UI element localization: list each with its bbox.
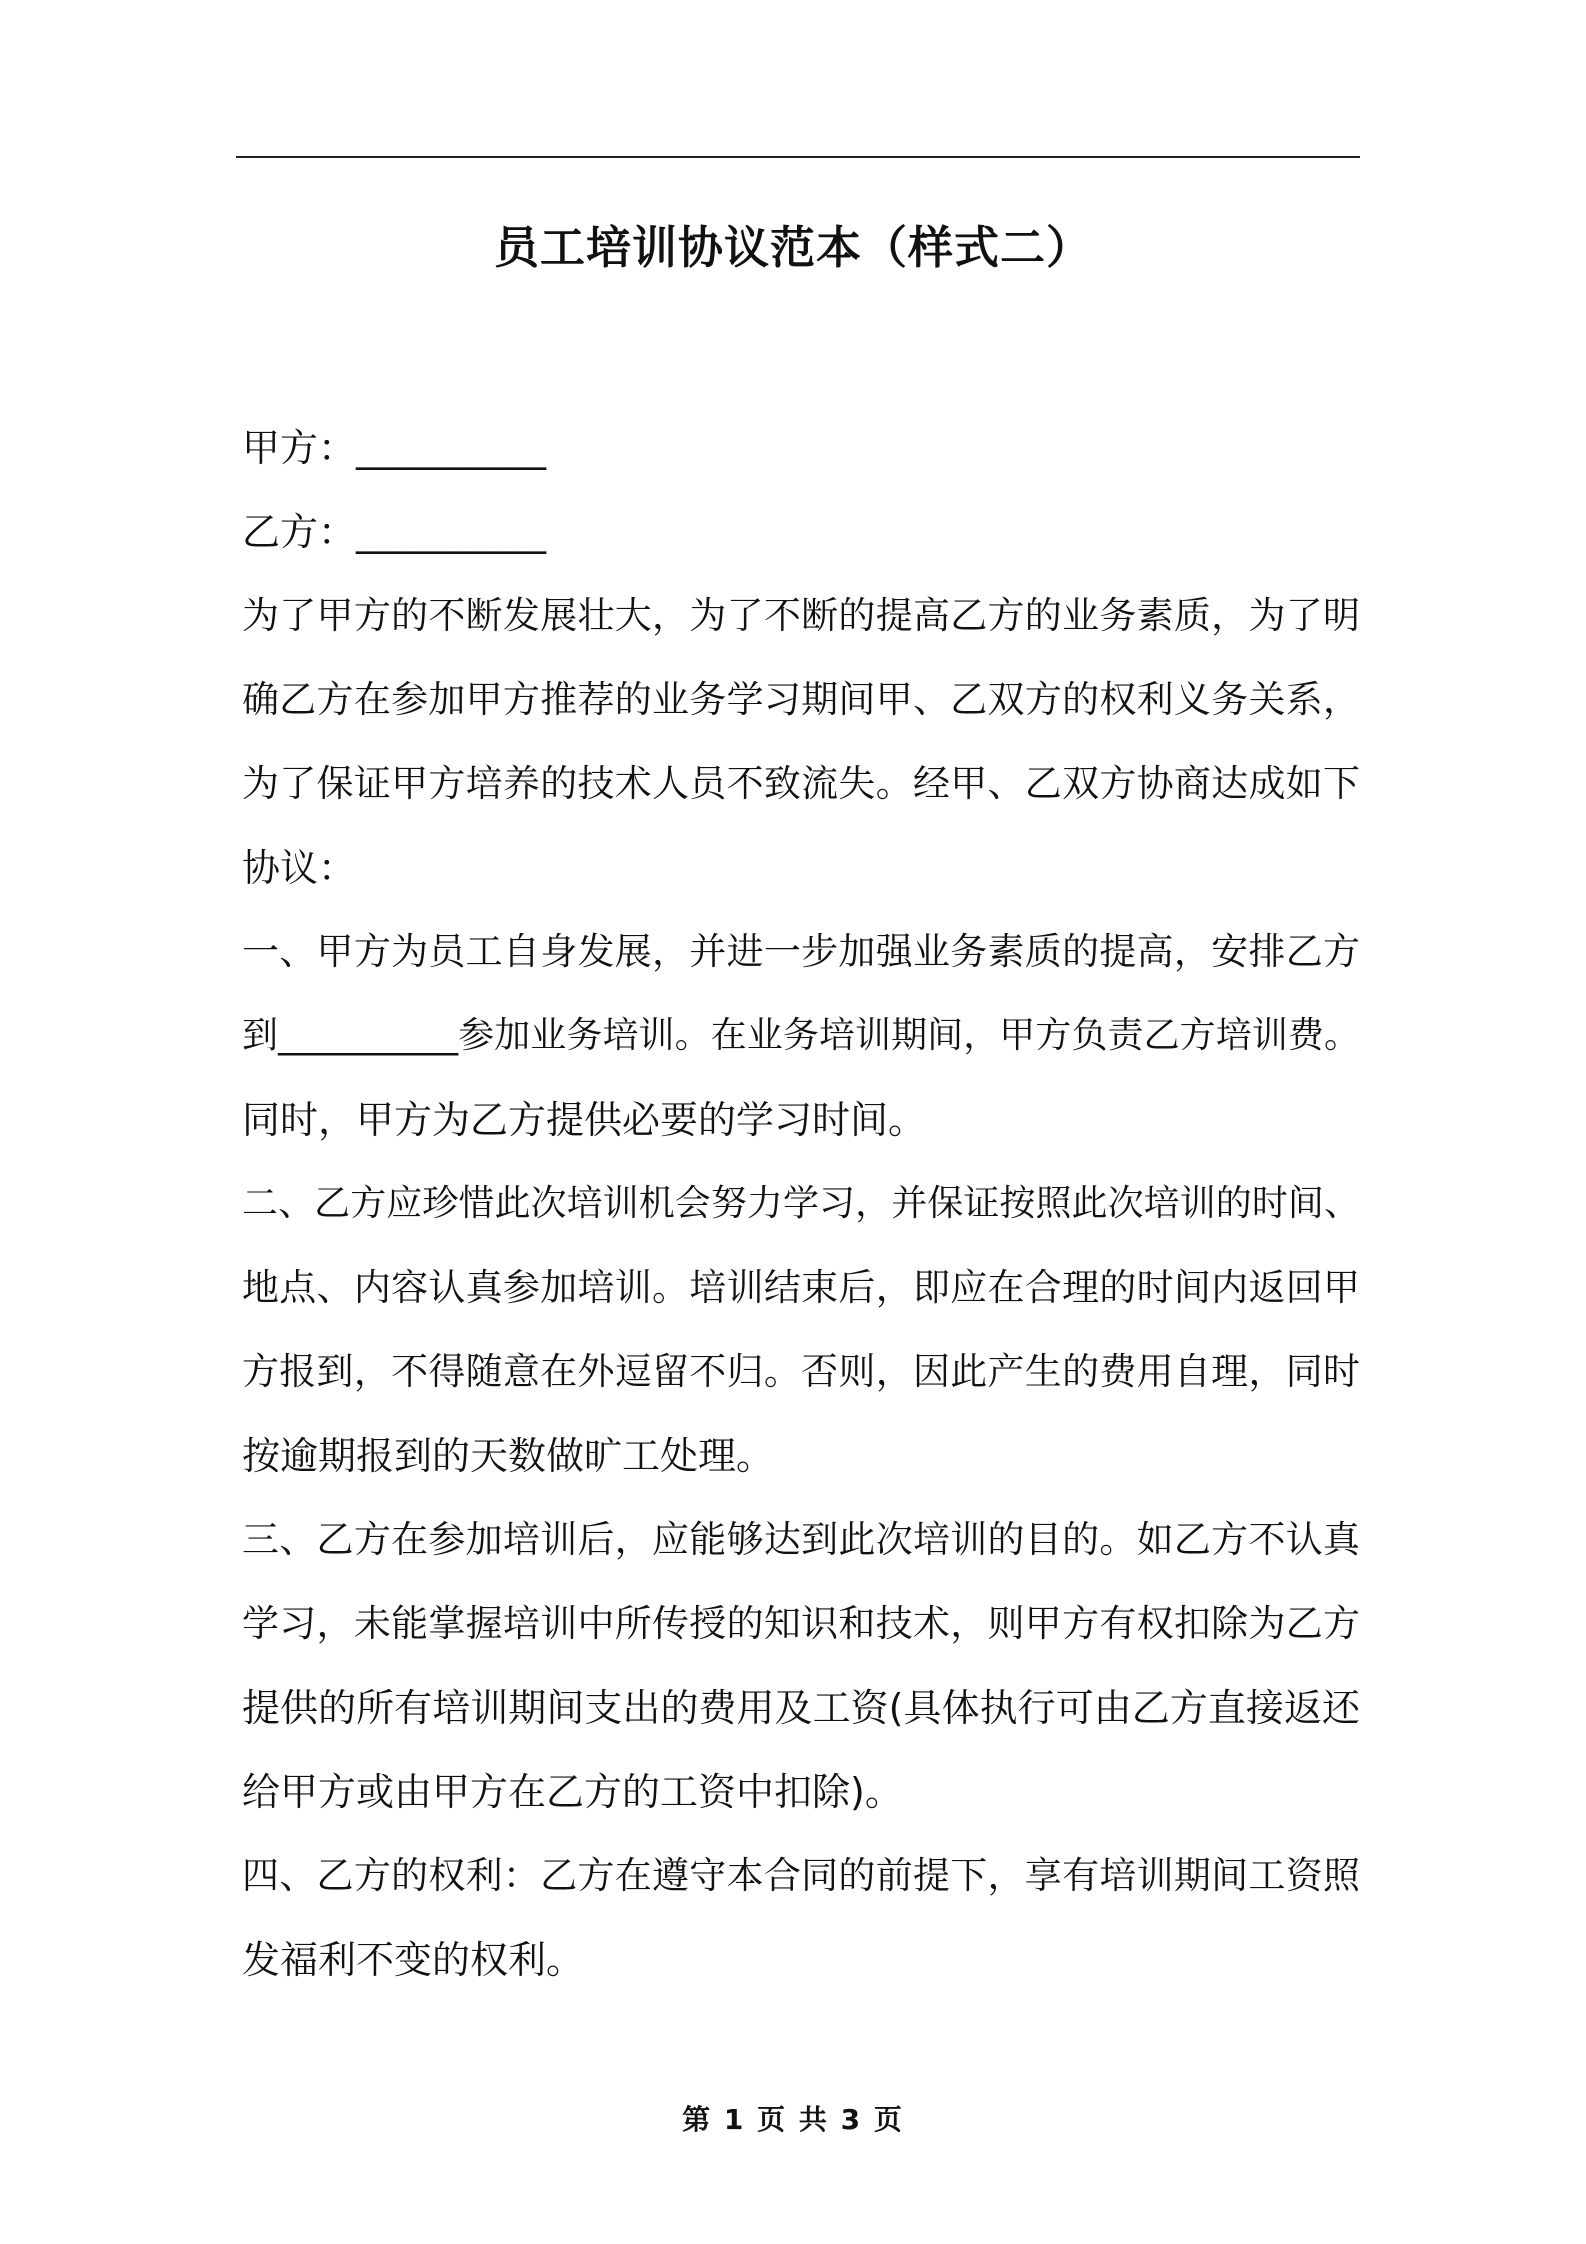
clause-2-line: 地点、内容认真参加培训。培训结束后，即应在合理的时间内返回甲 — [242, 1266, 1360, 1309]
header-rule — [236, 156, 1360, 158]
clause-3-line: 学习，未能掌握培训中所传授的知识和技术，则甲方有权扣除为乙方 — [242, 1602, 1360, 1645]
clause-1-line: 同时，甲方为乙方提供必要的学习时间。 — [242, 1098, 927, 1142]
clause-3-line: 给甲方或由甲方在乙方的工资中扣除)。 — [242, 1770, 903, 1814]
clause-4-line: 四、乙方的权利：乙方在遵守本合同的前提下，享有培训期间工资照 — [242, 1854, 1360, 1897]
clause-2-line: 方报到，不得随意在外逗留不归。否则，因此产生的费用自理，同时 — [242, 1350, 1360, 1393]
clause-3-line: 三、乙方在参加培训后，应能够达到此次培训的目的。如乙方不认真 — [242, 1518, 1360, 1561]
party-a-line: 甲方：__________ — [242, 426, 547, 470]
preamble-line: 为了保证甲方培养的技术人员不致流失。经甲、乙双方协商达成如下 — [242, 762, 1360, 805]
clause-1-line: 到__________参加业务培训。在业务培训期间，甲方负责乙方培训费。 — [242, 1015, 1360, 1056]
document-title: 员工培训协议范本（样式二） — [493, 221, 1092, 274]
clause-1-line: 一、甲方为员工自身发展，并进一步加强业务素质的提高，安排乙方 — [242, 930, 1360, 973]
party-b-line: 乙方：__________ — [242, 510, 547, 554]
clause-4-line: 发福利不变的权利。 — [242, 1938, 585, 1982]
clause-2-line: 二、乙方应珍惜此次培训机会努力学习，并保证按照此次培训的时间、 — [242, 1183, 1360, 1224]
page-number: 第 1 页 共 3 页 — [682, 2103, 904, 2136]
preamble-line: 协议： — [242, 846, 357, 890]
document-body — [242, 406, 1360, 2002]
preamble-line: 确乙方在参加甲方推荐的业务学习期间甲、乙双方的权利义务关系， — [242, 678, 1360, 721]
clause-3-line: 提供的所有培训期间支出的费用及工资(具体执行可由乙方直接返还 — [242, 1686, 1360, 1730]
preamble-line: 为了甲方的不断发展壮大，为了不断的提高乙方的业务素质，为了明 — [242, 594, 1360, 637]
clause-2-line: 按逾期报到的天数做旷工处理。 — [242, 1434, 775, 1478]
